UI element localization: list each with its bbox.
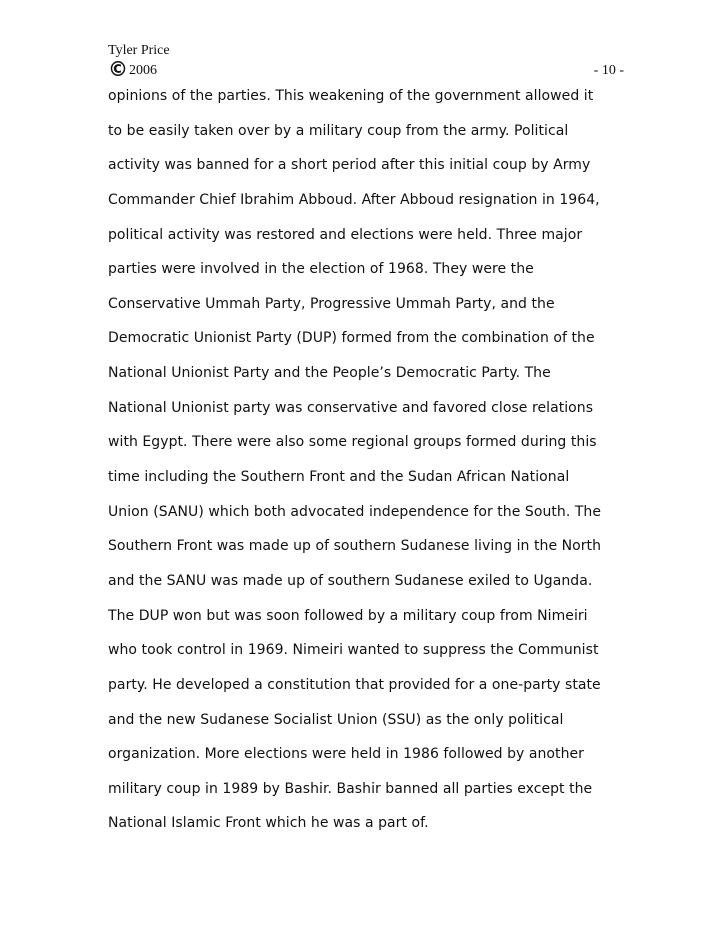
text-line: Democratic Unionist Party (DUP) formed from the combination of the	[108, 330, 595, 347]
page-header	[108, 42, 624, 80]
text-line: organization. More elections were held in 1986 followed by another	[108, 746, 584, 763]
text-line: who took control in 1969. Nimeiri wanted to suppress the Communist	[108, 642, 599, 659]
text-line: The DUP won but was soon followed by a military coup from Nimeiri	[108, 607, 588, 624]
text-line: Conservative Ummah Party, Progressive Ummah Party, and the	[108, 295, 555, 312]
text-line: National Islamic Front which he was a part of.	[108, 815, 429, 832]
text-line: political activity was restored and elections were held. Three major	[108, 226, 583, 243]
body-paragraph	[108, 84, 628, 846]
text-line: National Unionist party was conservative and favored close relations	[108, 399, 594, 416]
text-line: and the new Sudanese Socialist Union (SSU) as the only political	[108, 711, 564, 728]
text-line: military coup in 1989 by Bashir. Bashir banned all parties except the	[108, 780, 593, 797]
header-copyright-row	[108, 57, 624, 81]
text-line: and the SANU was made up of southern Sudanese exiled to Uganda.	[108, 572, 593, 589]
text-line: parties were involved in the election of 1968. They were the	[108, 261, 534, 278]
copyright-year: 2006	[129, 63, 157, 78]
text-line: party. He developed a constitution that provided for a one-party state	[108, 676, 601, 693]
text-line: activity was banned for a short period after this initial coup by Army	[108, 157, 591, 174]
text-line: National Unionist Party and the People’s Democratic Party. The	[108, 365, 551, 382]
text-line: to be easily taken over by a military coup from the army. Political	[108, 122, 569, 139]
text-line: Union (SANU) which both advocated independence for the South. The	[108, 503, 602, 520]
text-line: Commander Chief Ibrahim Abboud. After Abboud resignation in 1964,	[108, 191, 600, 208]
text-line: with Egypt. There were also some regional groups formed during this	[108, 434, 597, 451]
author-name: Tyler Price	[108, 43, 170, 58]
text-line: Southern Front was made up of southern Sudanese living in the North	[108, 538, 602, 555]
text-line: time including the Southern Front and the Sudan African National	[108, 469, 570, 486]
page-number: - 10 -	[593, 63, 624, 78]
copyright-icon: ©	[108, 57, 128, 81]
text-line: opinions of the parties. This weakening of the government allowed it	[108, 88, 594, 104]
